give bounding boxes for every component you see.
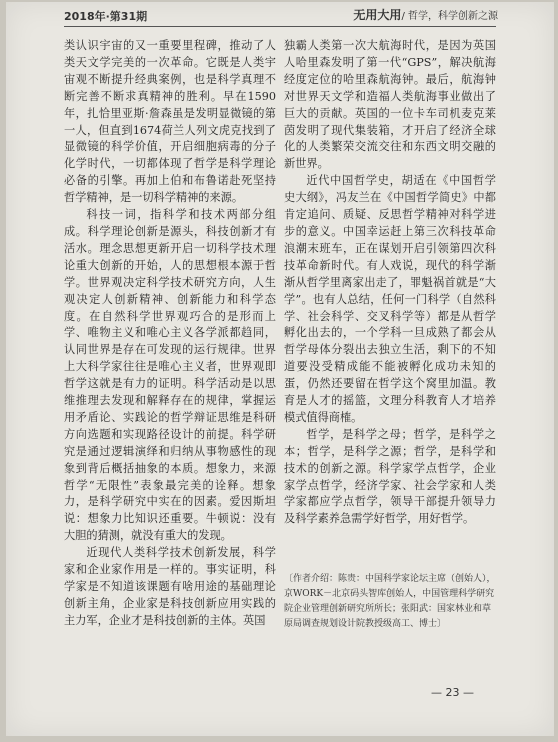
header-rule	[64, 26, 496, 27]
magazine-page	[6, 2, 554, 736]
paragraph: 类认识宇宙的又一重要里程碑，推动了人类天文学完美的一次革命。它既是人类宇宙观不断提升经典案例，也是科学真理不断完善不断求真精神的胜利。早在1590年，扎恰里亚斯·詹森虽是发明显微镜的第一人，但直到1674荷兰人列文虎克找到了显微镜的科学价值，开启细胞病毒的分子化学时代，一切都体现了哲学是科学理论必备的引擎。再加上伯和布鲁诺赴死坚持哲学精神，是一切科学精神的来源。	[64, 39, 276, 205]
paragraph: 科技一词，指科学和技术两部分组成。科学理论创新是源头，科技创新才有活水。理念思想更新开启一切科学技术理论重大创新的开始，人的思想根本源于哲学。世界观决定科学技术研究方向，人生观决定人创新精神、创新能力和科学态度。在自然科学世界观巧合的是形而上学、唯物主义和唯心主义各学派都趋同，认同世界是存在可发现的运行规律。世界上大科学家往往是唯心主义者，世界观即哲学这就是有力的证明。科学活动是以思维推理去发现和解释存在的规律，掌握运用矛盾论、实践论的哲学辩证思维是科研方向选题和实现路径设计的前提。科学研究是通过逻辑演绎和归纳从事物感性的现象到背后概括抽象的本质。想象力，来源哲学“无限性”表象最完美的诠释。想象力，是科学研究中实在的因素。爱因斯坦说：想象力比知识还重要。牛顿说：没有大胆的猜测，就没有重大的发现。	[64, 208, 276, 543]
page-number: — 23 —	[431, 686, 474, 699]
left-text-column	[64, 38, 276, 630]
paragraph: 哲学，是科学之母；哲学，是科学之本；哲学，是科学之源；哲学，是科学和技术的创新之源。科学家学点哲学，企业家学点哲学，经济学家、社会学家和人类学家都应学点哲学，领导干部提升领导力及科学素养急需学好哲学，用好哲学。	[284, 427, 496, 526]
column-title	[353, 6, 498, 23]
author-introduction	[284, 572, 498, 632]
page-header	[6, 2, 554, 28]
column-subtitle: / 哲学，科学创新之源	[401, 11, 498, 22]
right-text-column	[284, 38, 496, 528]
paragraph: 近代中国哲学史，胡适在《中国哲学史大纲》，冯友兰在《中国哲学简史》中都肯定追问、质疑、反思哲学精神对科学进步的意义。中国幸运赶上第三次科技革命浪潮末班车，正在谋划开启引领第四次科技革命新时代。有人戏说，现代的科学渐渐从哲学里离家出走了，罪魁祸首就是“大学”。也有人总结，任何一门科学（自然科学、社会科学、交叉科学等）都是从哲学孵化出去的，一个学科一旦成熟了都会从哲学母体分裂出去独立生活，剩下的不知道要没受精成能不能被孵化成功未知的蛋，仍然还要留在哲学这个窝里加温。教育是人才的摇篮，文理分科教育人才培养模式值得商榷。	[284, 174, 496, 424]
author-note: 〔作者介绍：陈贵：中国科学家论坛主席（创始人），京WORK－北京码头智库创始人，中国管理科学研究院企业管理创新研究所所长；张阳武：国家林业和草原局调查规划设计院教授级高工、博士〕	[284, 574, 496, 629]
issue-label: 2018年·第31期	[64, 10, 148, 23]
column-name: 无用大用	[353, 8, 402, 22]
paragraph: 近现代人类科学技术创新发展，科学家和企业家作用是一样的。事实证明，科学家是不知道该课题有啥用途的基础理论创新主角，企业家是科技创新应用实践的主力军，企业才是科技创新的主体。英国	[64, 546, 276, 627]
paragraph: 独霸人类第一次大航海时代，是因为英国人哈里森发明了第一代“GPS”，解决航海经度定位的哈里森航海钟。最后，航海钟对世界天文学和造福人类航海事业做出了巨大的贡献。英国的一位卡车司机麦克莱茵发明了现代集装箱，才开启了经济全球化的人类繁荣交流交往和东西文明交融的新世界。	[284, 39, 496, 171]
